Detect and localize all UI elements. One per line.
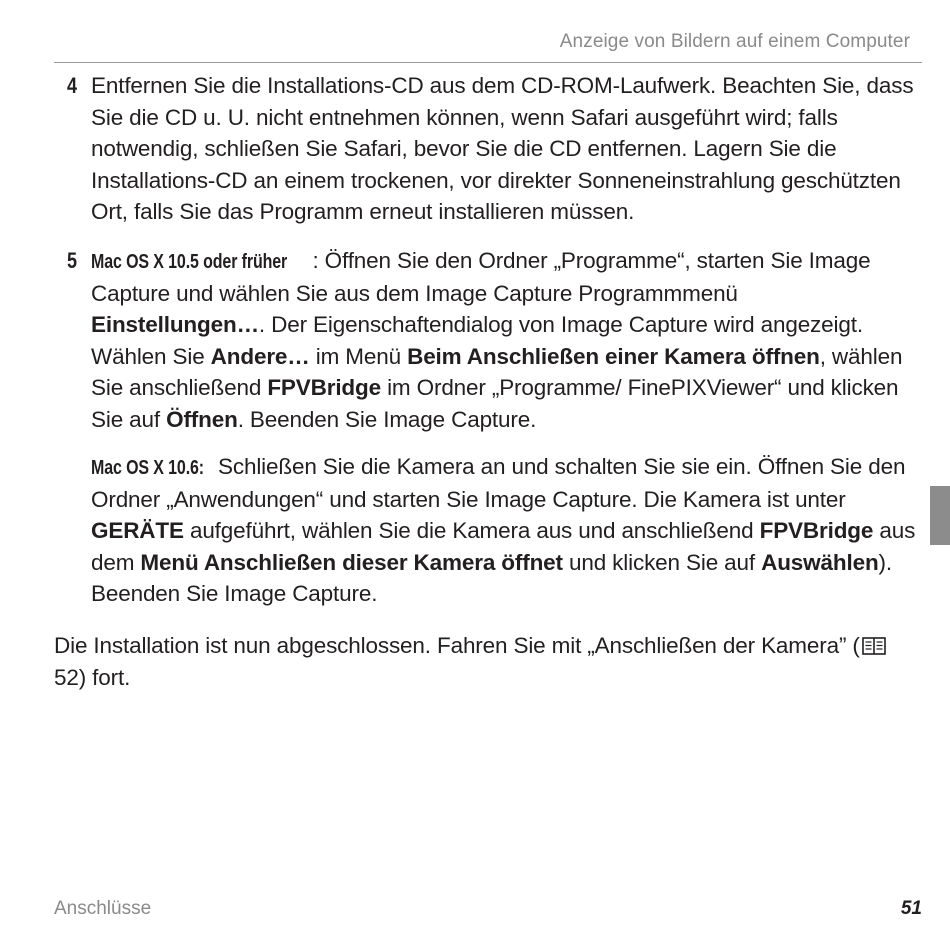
text-run: im Menü (309, 343, 408, 369)
text-run: aus dem (91, 518, 916, 575)
step-4-text: Entfernen Sie die Installations-CD aus dem CD-ROM-Laufwerk. Beachten Sie, dass Sie die CD u. U. nicht entnehmen können, wenn Safari ausgeführt wird; falls notwendig, schließen Sie Safari, bevor Sie die CD entfernen. Lagern Sie die Installations-CD an einem trockenen, vor direkter Sonneneinstrahlung geschützten Ort, falls Sie das Programm erneut installieren müssen. (91, 73, 914, 224)
step-5-part-a (91, 245, 916, 435)
step-4 (67, 70, 916, 228)
os-condition-label: Mac OS X 10.5 oder früher (91, 250, 288, 273)
os-condition-label: Mac OS X 10.6: (91, 456, 205, 479)
button-name: Auswählen (761, 549, 879, 575)
button-name: Öffnen (166, 406, 238, 432)
closing-paragraph (54, 630, 914, 693)
footer-section-name: Anschlüsse (54, 898, 152, 919)
app-name: FPVBridge (267, 375, 381, 400)
menu-item-name: Menü Anschließen dieser Kamera öffnet (140, 549, 563, 575)
text-run: . Der Eigenschaftendialog von Image Capture wird angezeigt. Wählen Sie (91, 312, 863, 369)
text-run: ) fort. (78, 664, 131, 690)
text-run: , wählen Sie anschließend (91, 343, 903, 400)
text-run: aufgeführt, wählen Sie die Kamera aus und anschließend (183, 518, 760, 543)
text-run: und klicken Sie auf (562, 549, 762, 575)
book-reference-icon (862, 637, 886, 655)
app-name: FPVBridge (759, 518, 874, 543)
step-5-part-b (91, 451, 916, 610)
text-run: im Ordner „Programme/ FinePIXViewer“ und klicken Sie auf (91, 375, 899, 432)
text-run: . Beenden Sie Image Capture. (237, 406, 537, 432)
header-divider (54, 62, 922, 63)
step-number: 4 (67, 73, 77, 98)
page-reference-number: 52 (54, 664, 79, 690)
step-5 (67, 245, 916, 610)
step-number: 5 (67, 248, 77, 273)
text-run: Die Installation ist nun abgeschlossen. Fahren Sie mit „Anschließen der Kamera” ( (54, 633, 860, 658)
menu-item-name: Beim Anschließen einer Kamera öffnen (407, 343, 820, 369)
running-header-title: Anzeige von Bildern auf einem Computer (559, 31, 910, 52)
menu-item-name: Einstellungen… (91, 312, 259, 337)
text-run: Schließen Sie die Kamera an und schalten Sie sie ein. Öffnen Sie den Ordner „Anwendungen“ und starten Sie Image Capture. Die Kamera ist unter (91, 454, 906, 512)
ui-label-name: GERÄTE (91, 518, 184, 543)
text-run: : Öffnen Sie den Ordner „Programme“, starten Sie Image Capture und wählen Sie aus dem Image Capture Programmmenü (91, 248, 871, 306)
menu-item-name: Andere… (210, 343, 310, 369)
text-run: ). Beenden Sie Image Capture. (91, 549, 892, 606)
section-thumb-tab (930, 486, 950, 545)
page-number: 51 (900, 898, 922, 919)
